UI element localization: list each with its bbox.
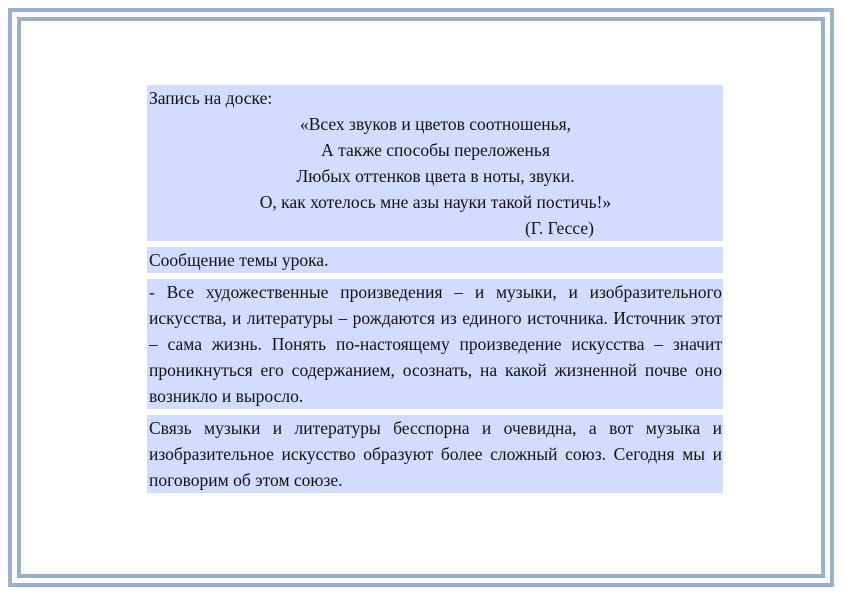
poem-line: «Всех звуков и цветов соотношенья,: [299, 114, 572, 134]
slide-content: [147, 85, 723, 493]
poem-quote: [149, 111, 722, 215]
poem-line: Любых оттенков цвета в ноты, звуки.: [296, 166, 575, 186]
paragraph-music-literature: Связь музыки и литературы бесспорна и очевидна, а вот музыка и изобразительное искусство образуют более сложный союз. Сегодня мы и поговорим об этом союзе.: [147, 415, 723, 493]
board-note-block: [147, 85, 723, 241]
board-note-heading: Запись на доске:: [149, 88, 273, 108]
lesson-topic: Сообщение темы урока.: [147, 247, 723, 273]
poem-line: О, как хотелось мне азы науки такой постичь!»: [259, 192, 612, 212]
paragraph-arts-source: - Все художественные произведения – и музыки, и изобразительного искусства, и литературы – рождаются из единого источника. Источник этот – сама жизнь. Понять по-настоящему произведение искусства – значит проникнуться его содержанием, осознать, на какой жизненной почве оно возникло и выросло.: [147, 279, 723, 409]
poem-line: А также способы переложенья: [321, 140, 550, 160]
poem-author: (Г. Гессе): [524, 218, 594, 238]
